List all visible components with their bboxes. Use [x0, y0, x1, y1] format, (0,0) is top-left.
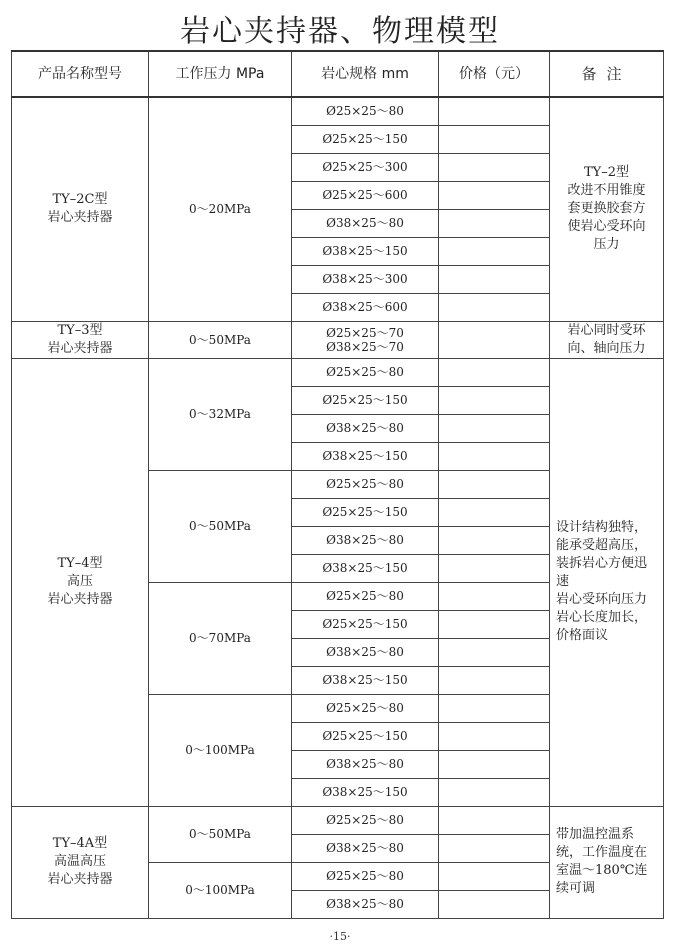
price-cell [439, 386, 550, 414]
spec-cell: Ø38×25～150 [292, 442, 439, 470]
price-cell [439, 834, 550, 862]
page-title: 岩心夹持器、物理模型 [180, 14, 500, 49]
spec-cell: Ø38×25～80 [292, 834, 439, 862]
product-name-ty4: TY–4型 高压 岩心夹持器 [12, 358, 149, 806]
spec-cell: Ø25×25～150 [292, 498, 439, 526]
price-cell [439, 582, 550, 610]
pressure-cell: 0～20MPa [149, 97, 292, 321]
spec-cell: Ø25×25～150 [292, 610, 439, 638]
spec-cell: Ø38×25～150 [292, 778, 439, 806]
price-cell [439, 125, 550, 153]
price-cell [439, 209, 550, 237]
spec-cell: Ø25×25～80 [292, 694, 439, 722]
spec-cell: Ø25×25～80 [292, 582, 439, 610]
spec-cell: Ø38×25～80 [292, 209, 439, 237]
spec-cell: Ø38×25～600 [292, 293, 439, 321]
price-cell [439, 97, 550, 125]
price-cell [439, 554, 550, 582]
remark-ty4a: 带加温控温系 统，工作温度在 室温～180℃连 续可调 [550, 806, 664, 918]
remark-ty2c: TY–2型 改进不用锥度 套更换胶套方 使岩心受环向 压力 [550, 97, 664, 321]
header-row [12, 51, 664, 97]
spec-cell: Ø25×25～80 [292, 358, 439, 386]
pressure-cell: 0～100MPa [149, 862, 292, 918]
price-cell [439, 358, 550, 386]
product-name-ty3: TY–3型 岩心夹持器 [12, 321, 149, 358]
spec-cell: Ø38×25～80 [292, 414, 439, 442]
spec-cell: Ø38×25～300 [292, 265, 439, 293]
spec-cell: Ø38×25～150 [292, 554, 439, 582]
product-name-ty4a: TY–4A型 高温高压 岩心夹持器 [12, 806, 149, 918]
price-cell [439, 638, 550, 666]
spec-cell: Ø25×25～150 [292, 386, 439, 414]
price-cell [439, 890, 550, 918]
spec-cell: Ø38×25～80 [292, 750, 439, 778]
price-cell [439, 470, 550, 498]
price-cell [439, 862, 550, 890]
price-cell [439, 153, 550, 181]
spec-cell: Ø25×25～150 [292, 722, 439, 750]
spec-cell: Ø25×25～600 [292, 181, 439, 209]
price-cell [439, 806, 550, 834]
spec-cell: Ø38×25～150 [292, 237, 439, 265]
table-row [12, 806, 664, 834]
pressure-cell: 0～50MPa [149, 321, 292, 358]
header-remark: 备注 [550, 51, 664, 97]
price-cell [439, 526, 550, 554]
spec-cell: Ø25×25～70 Ø38×25～70 [292, 321, 439, 358]
header-pressure: 工作压力 MPa [149, 51, 292, 97]
remark-ty4: 设计结构独特， 能承受超高压， 装拆岩心方便迅 速 岩心受环向压力 岩心长度加长， 价格面议 [550, 358, 664, 806]
remark-ty3: 岩心同时受环 向、轴向压力 [550, 321, 664, 358]
spec-cell: Ø25×25～80 [292, 862, 439, 890]
price-cell [439, 750, 550, 778]
spec-cell: Ø38×25～150 [292, 666, 439, 694]
price-cell [439, 293, 550, 321]
spec-cell: Ø25×25～80 [292, 97, 439, 125]
price-cell [439, 442, 550, 470]
spec-cell: Ø38×25～80 [292, 638, 439, 666]
spec-cell: Ø38×25～80 [292, 526, 439, 554]
product-table [11, 50, 664, 919]
spec-cell: Ø25×25～150 [292, 125, 439, 153]
price-cell [439, 321, 550, 358]
price-cell [439, 722, 550, 750]
table-row [12, 321, 664, 358]
spec-cell: Ø38×25～80 [292, 890, 439, 918]
pressure-cell: 0～50MPa [149, 806, 292, 862]
price-cell [439, 498, 550, 526]
product-name-ty2c: TY–2C型 岩心夹持器 [12, 97, 149, 321]
pressure-cell: 0～70MPa [149, 582, 292, 694]
spec-cell: Ø25×25～80 [292, 806, 439, 834]
header-product: 产品名称型号 [12, 51, 149, 97]
price-cell [439, 237, 550, 265]
header-spec: 岩心规格 mm [292, 51, 439, 97]
price-cell [439, 414, 550, 442]
spec-cell: Ø25×25～80 [292, 470, 439, 498]
price-cell [439, 265, 550, 293]
price-cell [439, 778, 550, 806]
price-cell [439, 694, 550, 722]
price-cell [439, 610, 550, 638]
table-row [12, 97, 664, 125]
header-price: 价格（元） [439, 51, 550, 97]
pressure-cell: 0～50MPa [149, 470, 292, 582]
spec-cell: Ø25×25～300 [292, 153, 439, 181]
page-number: ·15· [329, 930, 351, 943]
price-cell [439, 181, 550, 209]
pressure-cell: 0～32MPa [149, 358, 292, 470]
pressure-cell: 0～100MPa [149, 694, 292, 806]
price-cell [439, 666, 550, 694]
table-row [12, 358, 664, 386]
